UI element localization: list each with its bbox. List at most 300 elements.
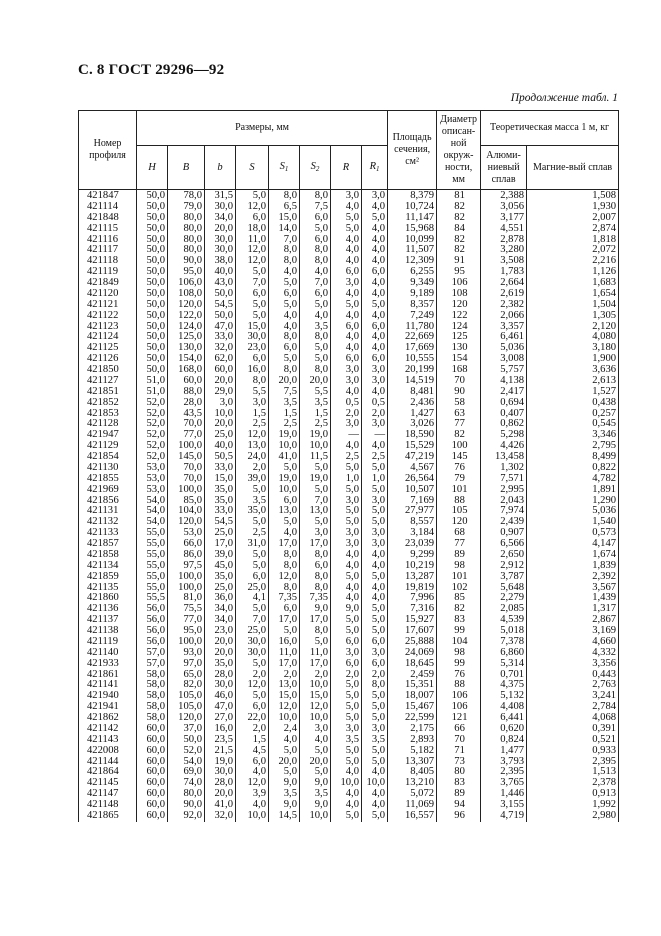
cell-b: 50,0	[205, 311, 236, 322]
cell-R: 3,0	[331, 724, 362, 735]
cell-S1: 10,0	[269, 485, 300, 496]
cell-R: —	[331, 430, 362, 441]
cell-area: 1,427	[388, 409, 437, 420]
cell-magnesium-mass: 2,867	[527, 615, 619, 626]
cell-area: 2,893	[388, 735, 437, 746]
cell-diameter: 108	[437, 289, 481, 300]
header-S2-subscript: 2	[315, 164, 320, 173]
cell-profile-number: 421941	[79, 702, 137, 713]
cell-diameter: 125	[437, 332, 481, 343]
cell-B: 53,0	[168, 528, 205, 539]
cell-magnesium-mass: 2,378	[527, 778, 619, 789]
cell-magnesium-mass: 0,545	[527, 419, 619, 430]
cell-R: 2,0	[331, 670, 362, 681]
cell-H: 55,0	[137, 550, 168, 561]
cell-b: 15,0	[205, 474, 236, 485]
cell-magnesium-mass: 1,290	[527, 496, 619, 507]
cell-S: 6,0	[236, 289, 269, 300]
cell-profile-number: 421848	[79, 213, 137, 224]
cell-profile-number: 421135	[79, 583, 137, 594]
cell-diameter: 70	[437, 735, 481, 746]
cell-S2: 5,0	[300, 354, 331, 365]
cell-S: 5,0	[236, 659, 269, 670]
cell-R1: 5,0	[362, 713, 388, 724]
cell-diameter: 63	[437, 409, 481, 420]
cell-aluminum-mass: 2,043	[481, 496, 527, 507]
cell-S: 2,0	[236, 463, 269, 474]
cell-B: 100,0	[168, 441, 205, 452]
cell-diameter: 106	[437, 278, 481, 289]
cell-magnesium-mass: 1,930	[527, 202, 619, 213]
cell-diameter: 96	[437, 811, 481, 822]
cell-S1: 1,5	[269, 409, 300, 420]
cell-diameter: 105	[437, 506, 481, 517]
cell-profile-number: 421134	[79, 561, 137, 572]
table-row	[79, 811, 619, 822]
cell-B: 82,0	[168, 680, 205, 691]
cell-S: 5,0	[236, 485, 269, 496]
cell-b: 25,0	[205, 528, 236, 539]
cell-profile-number: 421853	[79, 409, 137, 420]
cell-B: 100,0	[168, 637, 205, 648]
cell-R1: 4,0	[362, 593, 388, 604]
cell-b: 20,0	[205, 648, 236, 659]
cell-b: 28,0	[205, 778, 236, 789]
cell-profile-number: 421850	[79, 365, 137, 376]
cell-profile-number: 421142	[79, 724, 137, 735]
header-S: S	[236, 146, 269, 190]
cell-R1: 4,0	[362, 767, 388, 778]
cell-area: 9,349	[388, 278, 437, 289]
cell-aluminum-mass: 4,719	[481, 811, 527, 822]
cell-magnesium-mass: 2,216	[527, 256, 619, 267]
cell-area: 8,405	[388, 767, 437, 778]
cell-H: 58,0	[137, 670, 168, 681]
cell-magnesium-mass: 2,072	[527, 245, 619, 256]
cell-S: 3,0	[236, 398, 269, 409]
cell-R: 5,0	[331, 213, 362, 224]
cell-H: 55,0	[137, 561, 168, 572]
cell-aluminum-mass: 4,539	[481, 615, 527, 626]
cell-diameter: 91	[437, 256, 481, 267]
cell-S: 1,5	[236, 735, 269, 746]
cell-S: 35,0	[236, 506, 269, 517]
cell-R: 5,0	[331, 757, 362, 768]
cell-S1: 4,0	[269, 528, 300, 539]
cell-area: 8,481	[388, 387, 437, 398]
cell-R: 4,0	[331, 387, 362, 398]
cell-S1: 8,0	[269, 332, 300, 343]
cell-R: 4,0	[331, 441, 362, 452]
cell-B: 92,0	[168, 811, 205, 822]
cell-b: 35,0	[205, 659, 236, 670]
cell-profile-number: 421114	[79, 202, 137, 213]
cell-profile-number: 421125	[79, 343, 137, 354]
cell-R1: 3,5	[362, 735, 388, 746]
cell-S2: 6,0	[300, 289, 331, 300]
cell-diameter: 83	[437, 778, 481, 789]
cell-area: 11,069	[388, 800, 437, 811]
cell-magnesium-mass: 3,356	[527, 659, 619, 670]
cell-S: 5,0	[236, 604, 269, 615]
cell-aluminum-mass: 1,783	[481, 267, 527, 278]
cell-S: 5,0	[236, 561, 269, 572]
cell-profile-number: 421940	[79, 691, 137, 702]
cell-R1: 4,0	[362, 550, 388, 561]
cell-diameter: 85	[437, 593, 481, 604]
cell-profile-number: 421143	[79, 735, 137, 746]
cell-magnesium-mass: 1,891	[527, 485, 619, 496]
cell-b: 19,0	[205, 757, 236, 768]
cell-aluminum-mass: 2,912	[481, 561, 527, 572]
cell-H: 55,0	[137, 539, 168, 550]
cell-R: 5,0	[331, 485, 362, 496]
cell-S2: 4,0	[300, 735, 331, 746]
cell-area: 15,529	[388, 441, 437, 452]
cell-area: 10,507	[388, 485, 437, 496]
cell-profile-number: 421116	[79, 235, 137, 246]
cell-B: 80,0	[168, 245, 205, 256]
cell-S2: 9,0	[300, 800, 331, 811]
cell-aluminum-mass: 7,974	[481, 506, 527, 517]
cell-R1: 4,0	[362, 800, 388, 811]
cell-area: 6,255	[388, 267, 437, 278]
cell-area: 17,669	[388, 343, 437, 354]
cell-S1: 7,0	[269, 235, 300, 246]
cell-magnesium-mass: 2,784	[527, 702, 619, 713]
cell-profile-number: 421859	[79, 572, 137, 583]
cell-magnesium-mass: 1,508	[527, 190, 619, 202]
cell-R1: 3,0	[362, 190, 388, 202]
cell-H: 58,0	[137, 702, 168, 713]
cell-R: 3,0	[331, 648, 362, 659]
cell-diameter: 82	[437, 604, 481, 615]
cell-H: 50,0	[137, 278, 168, 289]
cell-R: 5,0	[331, 615, 362, 626]
cell-S: 30,0	[236, 332, 269, 343]
cell-S: 6,0	[236, 757, 269, 768]
cell-H: 60,0	[137, 800, 168, 811]
table-row	[79, 474, 619, 485]
cell-profile-number: 421127	[79, 376, 137, 387]
cell-b: 30,0	[205, 235, 236, 246]
cell-S1: 6,5	[269, 202, 300, 213]
cell-b: 34,0	[205, 615, 236, 626]
cell-H: 52,0	[137, 430, 168, 441]
cell-diameter: 82	[437, 430, 481, 441]
cell-area: 9,299	[388, 550, 437, 561]
cell-S: 12,0	[236, 202, 269, 213]
cell-B: 43,5	[168, 409, 205, 420]
cell-R1: —	[362, 430, 388, 441]
cell-R1: 8,0	[362, 680, 388, 691]
cell-profile-number: 421864	[79, 767, 137, 778]
cell-B: 77,0	[168, 615, 205, 626]
cell-diameter: 102	[437, 583, 481, 594]
cell-aluminum-mass: 6,441	[481, 713, 527, 724]
cell-B: 75,5	[168, 604, 205, 615]
cell-diameter: 73	[437, 757, 481, 768]
cell-b: 34,0	[205, 213, 236, 224]
cell-R: 3,5	[331, 735, 362, 746]
cell-S2: 7,0	[300, 496, 331, 507]
cell-R1: 3,0	[362, 419, 388, 430]
cell-magnesium-mass: 1,305	[527, 311, 619, 322]
cell-R1: 4,0	[362, 256, 388, 267]
cell-aluminum-mass: 5,036	[481, 343, 527, 354]
cell-area: 8,379	[388, 190, 437, 202]
cell-area: 2,459	[388, 670, 437, 681]
cell-area: 18,590	[388, 430, 437, 441]
cell-aluminum-mass: 4,408	[481, 702, 527, 713]
cell-magnesium-mass: 0,913	[527, 789, 619, 800]
cell-magnesium-mass: 4,660	[527, 637, 619, 648]
cell-magnesium-mass: 3,180	[527, 343, 619, 354]
cell-aluminum-mass: 5,314	[481, 659, 527, 670]
cell-S2: 5,5	[300, 387, 331, 398]
cell-H: 53,0	[137, 485, 168, 496]
cell-aluminum-mass: 1,477	[481, 746, 527, 757]
cell-S2: 3,5	[300, 789, 331, 800]
cell-b: 20,0	[205, 224, 236, 235]
cell-profile-number: 421129	[79, 441, 137, 452]
cell-R1: 4,0	[362, 245, 388, 256]
cell-b: 40,0	[205, 267, 236, 278]
cell-area: 10,099	[388, 235, 437, 246]
cell-S2: 8,0	[300, 583, 331, 594]
cell-B: 100,0	[168, 572, 205, 583]
cell-R: 6,0	[331, 267, 362, 278]
cell-profile-number: 421133	[79, 528, 137, 539]
cell-area: 3,184	[388, 528, 437, 539]
cell-S2: 9,0	[300, 778, 331, 789]
cell-aluminum-mass: 2,439	[481, 517, 527, 528]
cell-S: 13,0	[236, 441, 269, 452]
cell-S1: 8,0	[269, 256, 300, 267]
cell-magnesium-mass: 2,763	[527, 680, 619, 691]
cell-R: 4,0	[331, 235, 362, 246]
cell-H: 52,0	[137, 409, 168, 420]
cell-profile-number: 421141	[79, 680, 137, 691]
cell-area: 47,219	[388, 452, 437, 463]
cell-S2: 11,0	[300, 648, 331, 659]
cell-B: 100,0	[168, 583, 205, 594]
cell-S: 5,0	[236, 190, 269, 202]
cell-profile-number: 421852	[79, 398, 137, 409]
cell-area: 5,072	[388, 789, 437, 800]
cell-magnesium-mass: 3,567	[527, 583, 619, 594]
cell-R1: 5,0	[362, 300, 388, 311]
cell-diameter: 81	[437, 190, 481, 202]
table-row	[79, 485, 619, 496]
cell-b: 32,0	[205, 343, 236, 354]
cell-aluminum-mass: 3,508	[481, 256, 527, 267]
cell-diameter: 83	[437, 615, 481, 626]
cell-S: 22,0	[236, 713, 269, 724]
cell-S: 7,0	[236, 615, 269, 626]
cell-area: 25,888	[388, 637, 437, 648]
cell-S2: 8,0	[300, 256, 331, 267]
cell-S: 12,0	[236, 430, 269, 441]
cell-magnesium-mass: 4,782	[527, 474, 619, 485]
cell-aluminum-mass: 7,378	[481, 637, 527, 648]
cell-S1: 14,0	[269, 224, 300, 235]
cell-magnesium-mass: 0,257	[527, 409, 619, 420]
cell-S: 4,5	[236, 746, 269, 757]
cell-S1: 2,0	[269, 670, 300, 681]
cell-aluminum-mass: 2,388	[481, 190, 527, 202]
cell-H: 60,0	[137, 811, 168, 822]
cell-aluminum-mass: 2,619	[481, 289, 527, 300]
cell-magnesium-mass: 0,573	[527, 528, 619, 539]
cell-diameter: 88	[437, 680, 481, 691]
cell-H: 60,0	[137, 789, 168, 800]
cell-H: 56,0	[137, 615, 168, 626]
cell-B: 80,0	[168, 235, 205, 246]
cell-area: 15,968	[388, 224, 437, 235]
cell-profile-number: 421119	[79, 637, 137, 648]
cell-magnesium-mass: 1,439	[527, 593, 619, 604]
cell-aluminum-mass: 2,878	[481, 235, 527, 246]
cell-S2: 5,0	[300, 746, 331, 757]
header-S1-subscript: 1	[284, 164, 289, 173]
cell-profile-number: 421849	[79, 278, 137, 289]
cell-S1: 5,0	[269, 746, 300, 757]
cell-R: 2,5	[331, 452, 362, 463]
cell-H: 52,0	[137, 441, 168, 452]
cell-R: 4,0	[331, 593, 362, 604]
header-R1-subscript: 1	[376, 164, 380, 173]
cell-profile-number: 421138	[79, 626, 137, 637]
cell-S2: 5,0	[300, 637, 331, 648]
cell-S2: 8,0	[300, 190, 331, 202]
cell-S1: 3,5	[269, 398, 300, 409]
cell-magnesium-mass: 3,241	[527, 691, 619, 702]
cell-b: 20,0	[205, 376, 236, 387]
cell-H: 55,0	[137, 572, 168, 583]
cell-R: 4,0	[331, 561, 362, 572]
cell-H: 56,0	[137, 637, 168, 648]
cell-S1: 17,0	[269, 659, 300, 670]
cell-S2: 3,5	[300, 322, 331, 333]
cell-B: 52,0	[168, 746, 205, 757]
cell-aluminum-mass: 0,407	[481, 409, 527, 420]
cell-R1: 4,0	[362, 278, 388, 289]
cell-R: 4,0	[331, 332, 362, 343]
cell-aluminum-mass: 3,056	[481, 202, 527, 213]
cell-profile-number: 421137	[79, 615, 137, 626]
cell-S2: 11,5	[300, 452, 331, 463]
cell-diameter: 94	[437, 800, 481, 811]
cell-b: 10,0	[205, 409, 236, 420]
header-S2	[300, 146, 331, 190]
cell-R1: 4,0	[362, 789, 388, 800]
cell-b: 43,0	[205, 278, 236, 289]
cell-S: 15,0	[236, 322, 269, 333]
cell-S2: 8,0	[300, 245, 331, 256]
cell-S1: 7,35	[269, 593, 300, 604]
cell-S1: 19,0	[269, 474, 300, 485]
cell-S2: 10,0	[300, 441, 331, 452]
cell-diameter: 82	[437, 235, 481, 246]
cell-S2: 1,5	[300, 409, 331, 420]
cell-B: 154,0	[168, 354, 205, 365]
cell-b: 28,0	[205, 670, 236, 681]
cell-profile-number: 421140	[79, 648, 137, 659]
cell-S1: 5,0	[269, 300, 300, 311]
cell-R: 5,0	[331, 572, 362, 583]
cell-H: 60,0	[137, 724, 168, 735]
cell-magnesium-mass: 2,795	[527, 441, 619, 452]
cell-S: 4,0	[236, 767, 269, 778]
cell-S1: 5,0	[269, 767, 300, 778]
cell-magnesium-mass: 1,654	[527, 289, 619, 300]
cell-R: 4,0	[331, 289, 362, 300]
cell-aluminum-mass: 2,664	[481, 278, 527, 289]
cell-R: 5,0	[331, 506, 362, 517]
cell-b: 54,5	[205, 517, 236, 528]
cell-R: 5,0	[331, 626, 362, 637]
cell-S2: 5,0	[300, 224, 331, 235]
cell-b: 47,0	[205, 702, 236, 713]
cell-S: 16,0	[236, 365, 269, 376]
cell-profile-number: 421136	[79, 604, 137, 615]
cell-R: 4,0	[331, 767, 362, 778]
cell-diameter: 71	[437, 746, 481, 757]
cell-profile-number: 421933	[79, 659, 137, 670]
cell-profile-number: 421858	[79, 550, 137, 561]
header-profile-number: Номер профиля	[79, 111, 137, 190]
cell-R1: 3,0	[362, 539, 388, 550]
cell-magnesium-mass: 8,499	[527, 452, 619, 463]
cell-diameter: 145	[437, 452, 481, 463]
cell-R1: 3,0	[362, 528, 388, 539]
cell-R1: 4,0	[362, 332, 388, 343]
cell-magnesium-mass: 2,120	[527, 322, 619, 333]
cell-aluminum-mass: 2,395	[481, 767, 527, 778]
table-row	[79, 561, 619, 572]
cell-profile-number: 421861	[79, 670, 137, 681]
cell-profile-number: 421854	[79, 452, 137, 463]
cell-B: 124,0	[168, 322, 205, 333]
cell-area: 23,039	[388, 539, 437, 550]
cell-S: 5,0	[236, 300, 269, 311]
cell-B: 66,0	[168, 539, 205, 550]
header-S2-base: S	[310, 160, 316, 172]
cell-S: 31,0	[236, 539, 269, 550]
cell-R: 4,0	[331, 256, 362, 267]
cell-R: 3,0	[331, 419, 362, 430]
cell-R: 5,0	[331, 811, 362, 822]
cell-S: 6,0	[236, 213, 269, 224]
cell-area: 24,069	[388, 648, 437, 659]
cell-S: 3,5	[236, 496, 269, 507]
cell-R: 9,0	[331, 604, 362, 615]
cell-H: 56,0	[137, 604, 168, 615]
cell-H: 50,0	[137, 245, 168, 256]
cell-S2: 19,0	[300, 430, 331, 441]
cell-area: 27,977	[388, 506, 437, 517]
cell-R: 5,0	[331, 463, 362, 474]
header-b: b	[205, 146, 236, 190]
cell-magnesium-mass: 1,992	[527, 800, 619, 811]
cell-aluminum-mass: 0,694	[481, 398, 527, 409]
cell-diameter: 76	[437, 670, 481, 681]
cell-S2: 3,5	[300, 398, 331, 409]
cell-diameter: 130	[437, 343, 481, 354]
cell-S1: 10,0	[269, 441, 300, 452]
cell-area: 4,567	[388, 463, 437, 474]
